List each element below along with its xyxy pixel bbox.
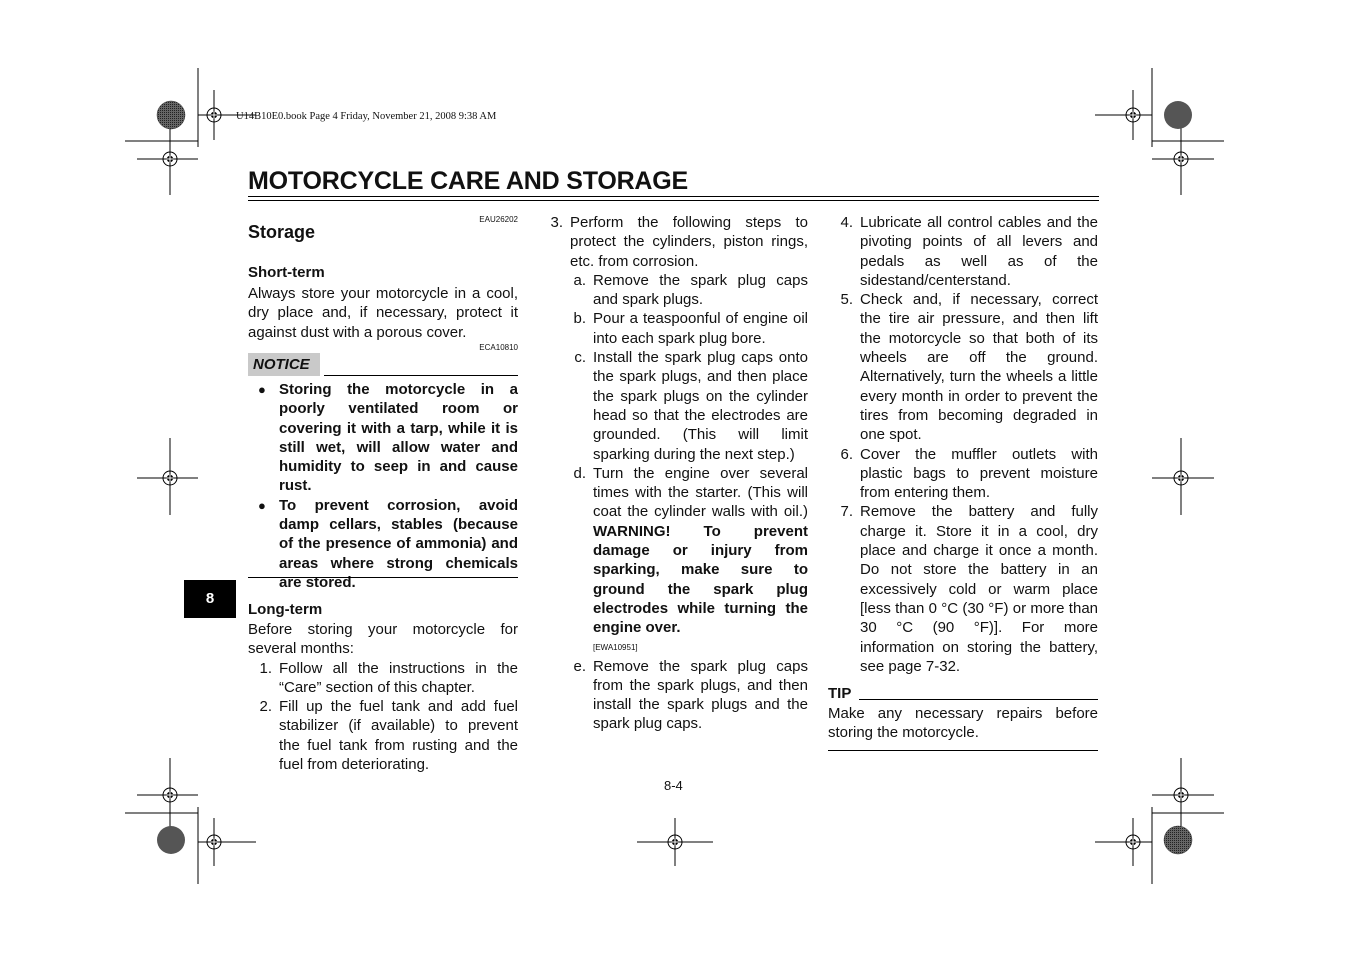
substep-letter: e. [573, 657, 586, 675]
list-text: Remove the battery and fully charge it. Store it in a cool, dry place and charge it once a month. Do not store the battery in an excessively cold or warm place [less than 0 °C (30 °F) or more than 30 °C (90 °F)]. For more information on storing the battery, see page 7-32. [860, 503, 1098, 675]
list-item [828, 213, 1098, 290]
list-text: Lubricate all control cables and the pivoting points of all levers and pedals as well as of the sidestand/centerstand. [860, 214, 1098, 289]
notice-label: NOTICE [248, 353, 320, 376]
list-item [538, 213, 808, 271]
list-item [828, 290, 1098, 444]
tip-text: Make any necessary repairs before storing the motorcycle. [828, 705, 1098, 742]
list-number: 3. [550, 214, 563, 231]
substep-text: Install the spark plug caps onto the spark plugs, and then place the spark plugs on the cylinder head so that the electrodes are grounded. (This will limit sparking during the next step.) [593, 349, 808, 463]
bullet-icon: ● [258, 497, 266, 513]
warning-text: WARNING! To prevent damage or injury from sparking, make sure to ground the spark plug electrodes while turning the engine over. [593, 522, 808, 637]
list-item [828, 502, 1098, 676]
list-number: 6. [840, 445, 853, 463]
list-text: Fill up the fuel tank and add fuel stabilizer (if available) to prevent the fuel tank from rusting and the fuel from deteriorating. [279, 698, 518, 774]
short-term-heading: Short-term [248, 264, 325, 281]
warning-code: [EWA10951] [593, 642, 638, 652]
title-rule [248, 196, 1099, 197]
print-info: U14B10E0.book Page 4 Friday, November 21, 2008 9:38 AM [236, 111, 497, 122]
list-item [248, 697, 518, 774]
page-title: MOTORCYCLE CARE AND STORAGE [248, 167, 688, 195]
list-text: Follow all the instructions in the “Care” section of this chapter. [279, 659, 518, 696]
long-term-intro: Before storing your motorcycle for several months: [248, 621, 518, 658]
list-text: Check and, if necessary, correct the tire air pressure, and then lift the motorcycle so that both of its wheels are off the ground. Alternatively, turn the wheels a little every month in order to prevent the tires from becoming degraded in one spot. [860, 291, 1098, 444]
substep-text: Remove the spark plug caps and spark plugs. [593, 271, 808, 309]
list-number: 4. [840, 214, 853, 231]
chapter-tab: 8 [184, 580, 236, 618]
notice-bullet [248, 380, 518, 496]
notice-bullet-text: To prevent corrosion, avoid damp cellars, stables (because of the presence of ammonia) and areas where strong chemicals are stored. [279, 496, 518, 591]
notice-rule [324, 375, 518, 376]
substep-letter: b. [573, 310, 586, 328]
substep-text: Pour a teaspoonful of engine oil into each spark plug bore. [593, 310, 808, 347]
list-item [828, 445, 1098, 503]
notice-body [248, 380, 518, 592]
title-rule-thin [248, 200, 1099, 201]
substep-item [570, 271, 808, 310]
list-number: 7. [840, 503, 853, 521]
list-number: 1. [259, 659, 272, 677]
tip-rule [859, 699, 1098, 700]
substep-list [538, 271, 808, 734]
section-title: Storage [248, 222, 316, 242]
short-term-text: Always store your motorcycle in a cool, dry place and, if necessary, protect it against dust with a porous cover. [248, 285, 518, 341]
substep-letter: a. [573, 271, 586, 289]
substep-letter: c. [574, 349, 586, 367]
substep-text: Remove the spark plug caps from the spark plugs, and then install the spark plugs and the spark plug caps. [593, 657, 808, 733]
notice-code: ECA10810 [479, 343, 518, 352]
long-term-heading: Long-term [248, 601, 323, 618]
section-code: EAU26202 [479, 215, 518, 224]
right-column [828, 213, 1098, 676]
list-text: Perform the following steps to protect the cylinders, piston rings, etc. from corrosion. [570, 214, 808, 270]
tip-label: TIP [828, 685, 852, 702]
substep-item [570, 348, 808, 464]
substep-item [570, 464, 808, 657]
middle-column [538, 213, 808, 734]
list-number: 5. [840, 291, 853, 309]
tip-end-rule [828, 750, 1098, 751]
substep-body [593, 464, 808, 657]
substep-item [570, 657, 808, 734]
notice-bullet-text: Storing the motorcycle in a poorly ventilated room or covering it with a tarp, while it is still wet, will allow water and humidity to seep in and cause rust. [279, 381, 518, 495]
substep-item [570, 309, 808, 348]
substep-letter: d. [573, 464, 586, 482]
substep-text: Turn the engine over several times with the starter. (This will coat the cylinder walls with oil.) [593, 464, 808, 521]
list-item [248, 659, 518, 698]
list-text: Cover the muffler outlets with plastic bags to prevent moisture from entering them. [860, 445, 1098, 502]
notice-end-rule [248, 577, 518, 578]
page-number: 8-4 [664, 778, 683, 793]
bullet-icon: ● [258, 382, 266, 397]
list-number: 2. [259, 698, 272, 716]
long-term-section [248, 620, 518, 774]
